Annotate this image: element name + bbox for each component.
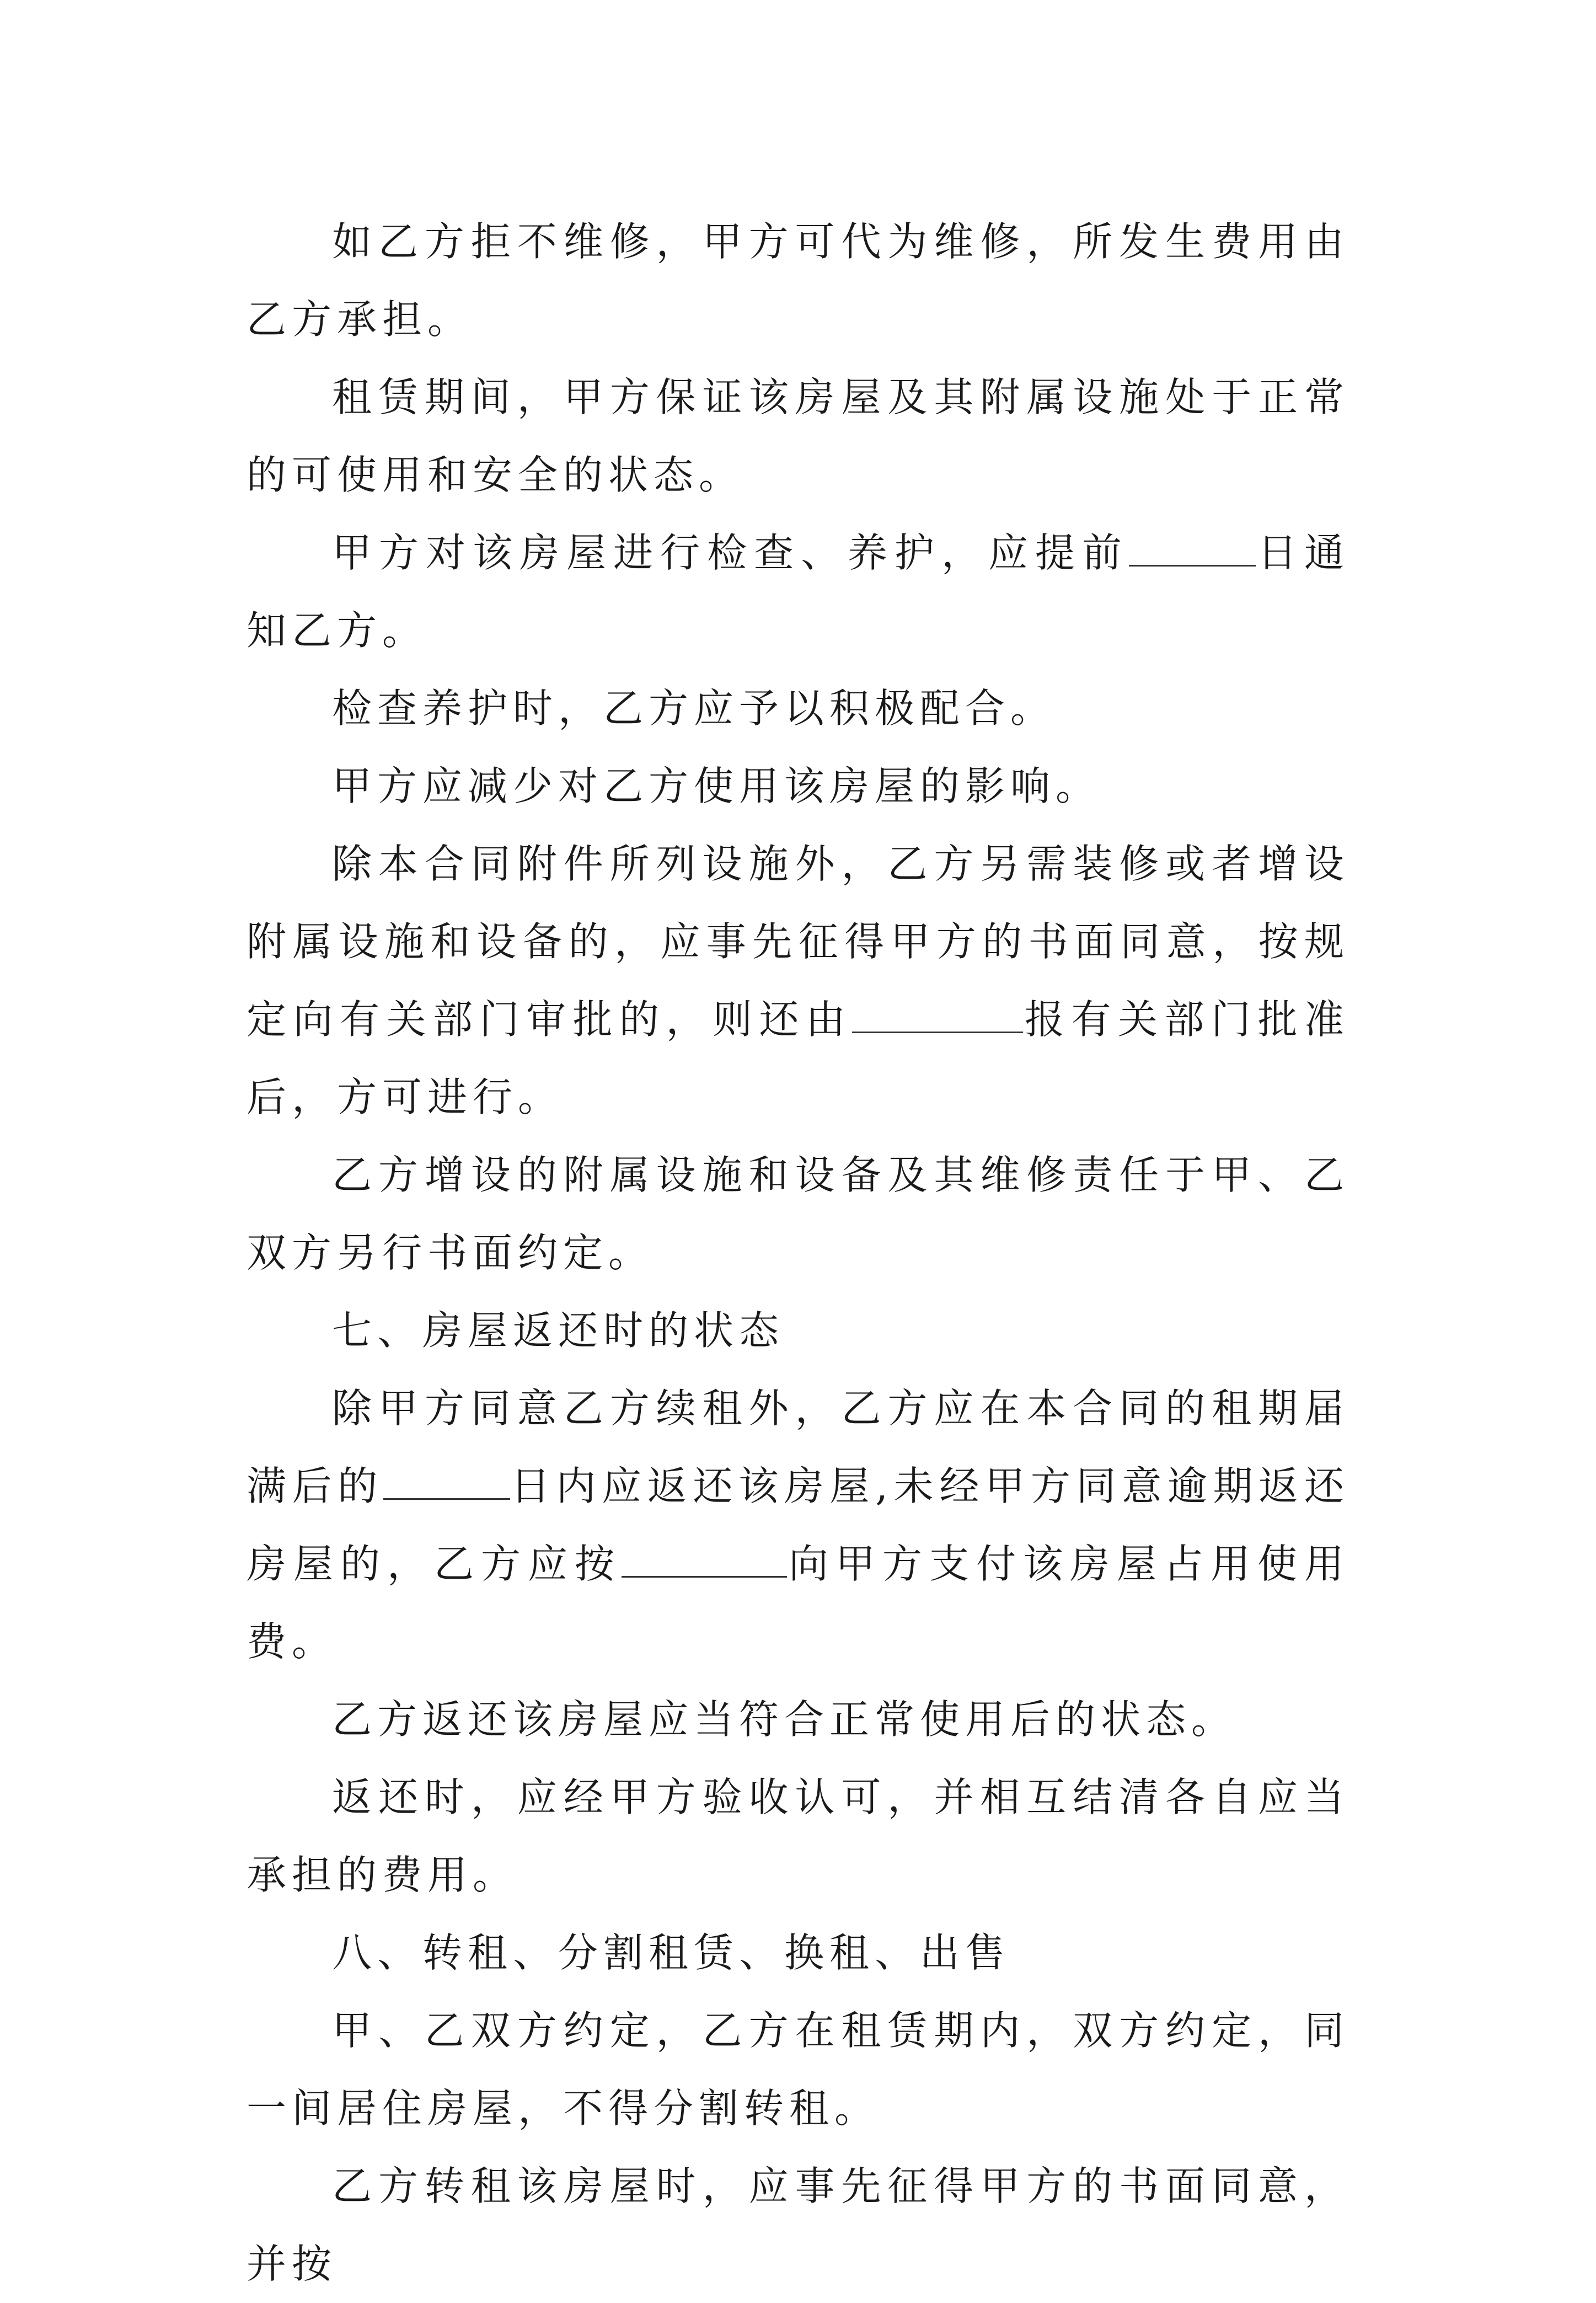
paragraph-text: 乙方增设的附属设施和设备及其维修责任于甲、乙双方另行书面约定。 [247, 1152, 1349, 1276]
paragraph-text: 甲方应减少对乙方使用该房屋的影响。 [332, 763, 1101, 809]
paragraph-text: 乙方返还该房屋应当符合正常使用后的状态。 [332, 1696, 1237, 1743]
paragraph-text: 如乙方拒不维修，甲方可代为维修，所发生费用由乙方承担。 [247, 218, 1349, 343]
paragraph-cooperate [247, 670, 1349, 747]
fill-in-blank [383, 1464, 510, 1500]
paragraph-text: 甲方对该房屋进行检查、养护，应提前 [332, 530, 1129, 576]
paragraph-no-split-sublease [247, 1992, 1349, 2147]
section-heading-text: 八、转租、分割租赁、换租、出售 [332, 1930, 1011, 1976]
paragraph-acceptance [247, 1759, 1349, 1914]
paragraph-sublease-consent [247, 2147, 1349, 2303]
section-heading-sublease [247, 1914, 1349, 1992]
paragraph-text: 报有关部门批准后，方可进行。 [247, 996, 1349, 1120]
paragraph-text: 日内应返还该房屋,未经甲方同意逾期返还房屋的，乙方应按 [247, 1463, 1349, 1587]
paragraph-return-deadline [247, 1370, 1349, 1681]
paragraph-text: 甲、乙双方约定，乙方在租赁期内，双方约定，同一间居住房屋，不得分割转租。 [247, 2007, 1349, 2131]
paragraph-text: 除本合同附件所列设施外，乙方另需装修或者增设附属设施和设备的，应事先征得甲方的书面同意，按规定向有关部门审批的，则还由 [247, 841, 1349, 1043]
paragraph-return-condition [247, 1681, 1349, 1759]
fill-in-blank [852, 997, 1023, 1033]
section-heading-return [247, 1292, 1349, 1370]
document-body [247, 203, 1349, 2303]
fill-in-blank [1129, 531, 1256, 567]
paragraph-text: 检查养护时，乙方应予以积极配合。 [332, 685, 1056, 731]
paragraph-repair-cost [247, 203, 1349, 359]
paragraph-text: 向甲方支付该房屋占用使用费。 [247, 1541, 1349, 1665]
section-heading-text: 七、房屋返还时的状态 [332, 1307, 785, 1354]
paragraph-text: 除甲方同意乙方续租外，乙方应在本合同的租期届满后的 [247, 1385, 1349, 1509]
paragraph-text: 日通知乙方。 [247, 530, 1349, 654]
paragraph-inspection-notice [247, 514, 1349, 670]
paragraph-text: 租赁期间，甲方保证该房屋及其附属设施处于正常的可使用和安全的状态。 [247, 374, 1349, 498]
paragraph-safe-state [247, 359, 1349, 514]
paragraph-renovation [247, 825, 1349, 1136]
paragraph-text: 返还时，应经甲方验收认可，并相互结清各自应当承担的费用。 [247, 1774, 1349, 1898]
paragraph-added-facilities [247, 1136, 1349, 1292]
paragraph-reduce-impact [247, 747, 1349, 825]
paragraph-text: 乙方转租该房屋时，应事先征得甲方的书面同意，并按 [247, 2163, 1349, 2287]
fill-in-blank [622, 1542, 787, 1578]
